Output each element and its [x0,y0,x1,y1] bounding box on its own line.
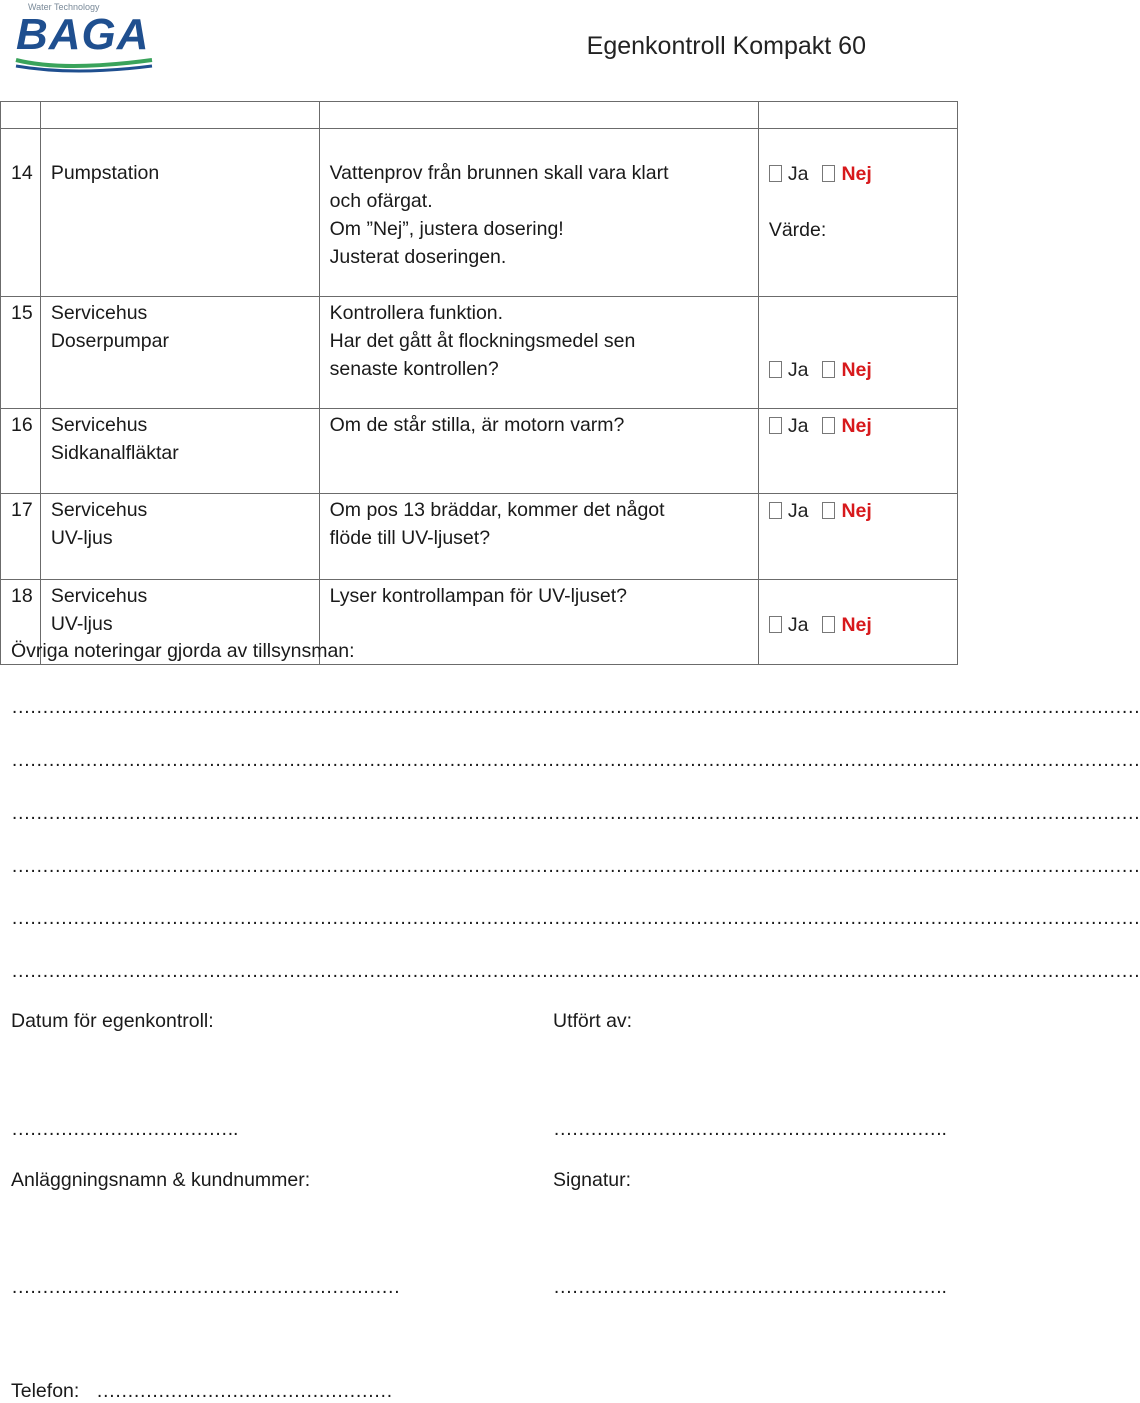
signatur-label: Signatur: [553,1169,632,1191]
location-line: UV-ljus [50,613,113,635]
logo-wordmark: BAGA [16,10,150,59]
row-description [319,580,758,665]
ja-checkbox[interactable] [769,616,782,633]
ja-label: Ja [787,415,809,437]
nej-label: Nej [841,614,872,636]
row-answer [758,580,957,665]
row-answer [758,494,957,580]
datum-label: Datum för egenkontroll: [11,1010,214,1032]
notes-label: Övriga noteringar gjorda av tillsynsman: [11,640,355,662]
ja-label: Ja [787,614,809,636]
description-line: Vattenprov från brunnen skall vara klart [329,162,669,184]
location-line: Servicehus [50,585,148,607]
nej-checkbox[interactable] [822,165,835,182]
row-answer [758,409,957,494]
document-title: Egenkontroll Kompakt 60 [586,32,866,60]
ja-label: Ja [787,359,809,381]
ja-checkbox[interactable] [769,165,782,182]
value-label: Värde: [768,219,827,241]
ja-label: Ja [787,500,809,522]
notes-line[interactable]: ………………………………………………………………………………………………………………………………………………………………… [11,855,1140,877]
row-answer [758,297,957,409]
description-line: Om pos 13 bräddar, kommer det något [329,499,665,521]
row-location [40,409,319,494]
description-line: flöde till UV-ljuset? [329,527,491,549]
anlaggning-line[interactable]: ……………………………………………………… [11,1276,400,1298]
description-line: Lyser kontrollampan för UV-ljuset? [329,585,627,607]
baga-logo [14,2,154,76]
signatur-line[interactable]: ………………………………………………………. [553,1276,946,1298]
table-row [1,494,958,580]
nej-checkbox[interactable] [822,361,835,378]
table-row [1,297,958,409]
notes-line[interactable]: ………………………………………………………………………………………………………………………………………………………………… [11,749,1140,771]
notes-line[interactable]: ………………………………………………………………………………………………………………………………………………………………… [11,907,1140,929]
table-header-row [1,102,958,129]
datum-line[interactable]: ………………………………. [11,1118,238,1140]
ja-checkbox[interactable] [769,361,782,378]
description-line: Har det gått åt flockningsmedel sen [329,330,636,352]
utfort-label: Utfört av: [553,1010,633,1032]
nej-checkbox[interactable] [822,417,835,434]
location-line: Servicehus [50,414,148,436]
description-line: Om de står stilla, är motorn varm? [329,414,625,436]
row-number: 16 [1,409,41,494]
notes-line[interactable]: ………………………………………………………………………………………………………………………………………………………………… [11,696,1140,718]
checklist-table [0,101,958,665]
row-location [40,297,319,409]
location-line: Pumpstation [50,162,160,184]
description-line: Justerat doseringen. [329,246,507,268]
ja-checkbox[interactable] [769,502,782,519]
row-description [319,409,758,494]
location-line: UV-ljus [50,527,113,549]
row-description [319,297,758,409]
header-cell [758,102,957,129]
row-number: 14 [1,129,41,297]
location-line: Sidkanalfläktar [50,442,179,464]
row-number: 15 [1,297,41,409]
row-location [40,129,319,297]
nej-label: Nej [841,163,872,185]
description-line: Kontrollera funktion. [329,302,504,324]
nej-label: Nej [841,359,872,381]
ja-label: Ja [787,163,809,185]
location-line: Servicehus [50,302,148,324]
description-line: senaste kontrollen? [329,358,499,380]
row-number: 18 [1,580,41,665]
row-answer [758,129,957,297]
telefon-label: Telefon: [11,1380,80,1402]
table-row [1,129,958,297]
nej-label: Nej [841,415,872,437]
ja-checkbox[interactable] [769,417,782,434]
description-line: Om ”Nej”, justera dosering! [329,218,564,240]
notes-line[interactable]: ………………………………………………………………………………………………………………………………………………………………… [11,802,1140,824]
logo-wave-icon [14,54,154,74]
header-cell [40,102,319,129]
header-cell [1,102,41,129]
row-number: 17 [1,494,41,580]
notes-line[interactable]: ………………………………………………………………………………………………………………………………………………………………… [11,960,1140,982]
logo-tagline: Water Technology [28,2,100,12]
row-description [319,129,758,297]
anlaggning-label: Anläggningsnamn & kundnummer: [11,1169,311,1191]
location-line: Doserpumpar [50,330,169,352]
header-cell [319,102,758,129]
telefon-line[interactable]: ………………………………………… [96,1380,392,1402]
row-location [40,494,319,580]
utfort-line[interactable]: ………………………………………………………. [553,1118,946,1140]
nej-checkbox[interactable] [822,616,835,633]
table-row [1,409,958,494]
row-description [319,494,758,580]
nej-checkbox[interactable] [822,502,835,519]
description-line: och ofärgat. [329,190,433,212]
location-line: Servicehus [50,499,148,521]
nej-label: Nej [841,500,872,522]
